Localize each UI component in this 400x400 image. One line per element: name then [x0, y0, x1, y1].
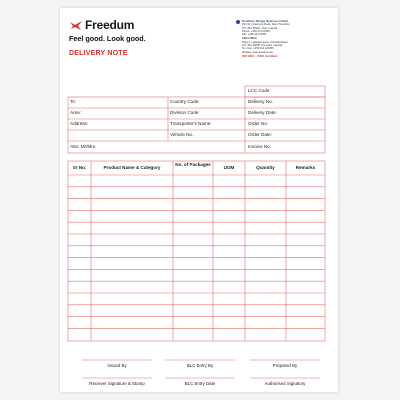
sales-office-heading: Sales Office — [242, 37, 257, 41]
sales-office-line: Website: www.freedum.net — [242, 50, 273, 54]
order-no-label: Order No. — [248, 121, 269, 126]
attn-label: Attn: Mr/Mrs. — [70, 144, 97, 149]
company-address-line: Fax: +256 43 123457 — [242, 33, 267, 37]
prepared-by-label: Prepared By — [272, 363, 298, 368]
company-address-line: Plot 32, Nnaal Lan Road, Njeru Township — [242, 23, 290, 27]
vehicle-no-label: Vehicle No. — [170, 132, 194, 137]
company-name: Southern Range Nyanza Limited — [242, 20, 289, 23]
iso-certification: ISO 9001 : 2000 Certified — [242, 54, 278, 58]
company-address-line: P.O. Box 55225, Jinja, Uganda — [242, 26, 278, 30]
table-header-sr-no: Sr No. — [72, 165, 87, 170]
area-label: Area: — [70, 110, 81, 115]
division-code-label: Division Code: — [170, 110, 200, 115]
brand-name: Freedum — [85, 18, 135, 32]
blc-entry-date-label: BLC Entry Date — [184, 381, 216, 386]
delivery-no-label: Delivery No. — [248, 99, 274, 104]
delivery-note-page — [60, 8, 338, 392]
lcc-code-label: LCC Code: — [248, 88, 271, 93]
to-label: To: — [70, 99, 77, 104]
document-title: DELIVERY NOTE — [69, 50, 128, 57]
table-header-packages: No. of Packages — [175, 162, 211, 167]
delivery-date-label: Delivery Date: — [248, 110, 277, 115]
table-header-quantity: Quantity — [256, 165, 275, 170]
issued-by-label: Issued By — [107, 363, 127, 368]
form-grid-lines — [60, 8, 338, 392]
sales-office-line: P.O. Box 30096, Kampala, Uganda — [242, 44, 283, 48]
address-label: Address: — [70, 121, 89, 126]
table-header-remarks: Remarks — [295, 165, 316, 170]
country-code-label: Country Code: — [170, 99, 200, 104]
table-header-uom: UOM — [223, 165, 235, 170]
blc-entry-by-label: BLC Entry By — [186, 363, 214, 368]
sales-office-line: Tel / Fax: +256 414 123456 — [242, 47, 274, 51]
order-date-label: Order Date: — [248, 132, 272, 137]
company-address-line: Phone: +256 43 123456 — [242, 29, 270, 33]
receiver-signature-label: Receiver Signature & Stamp — [89, 381, 145, 386]
sales-office-line: Shop 2, Uganda House, Kampala Road — [242, 40, 288, 44]
authorised-signatory-label: Authorised Signatory — [264, 381, 306, 386]
brand-tagline: Feel good. Look good. — [69, 34, 146, 43]
table-header-product: Product Name & Category — [103, 165, 161, 170]
transporter-name-label: Transporter's Name: — [170, 121, 212, 126]
invoice-no-label: Invoice No. — [248, 144, 271, 149]
